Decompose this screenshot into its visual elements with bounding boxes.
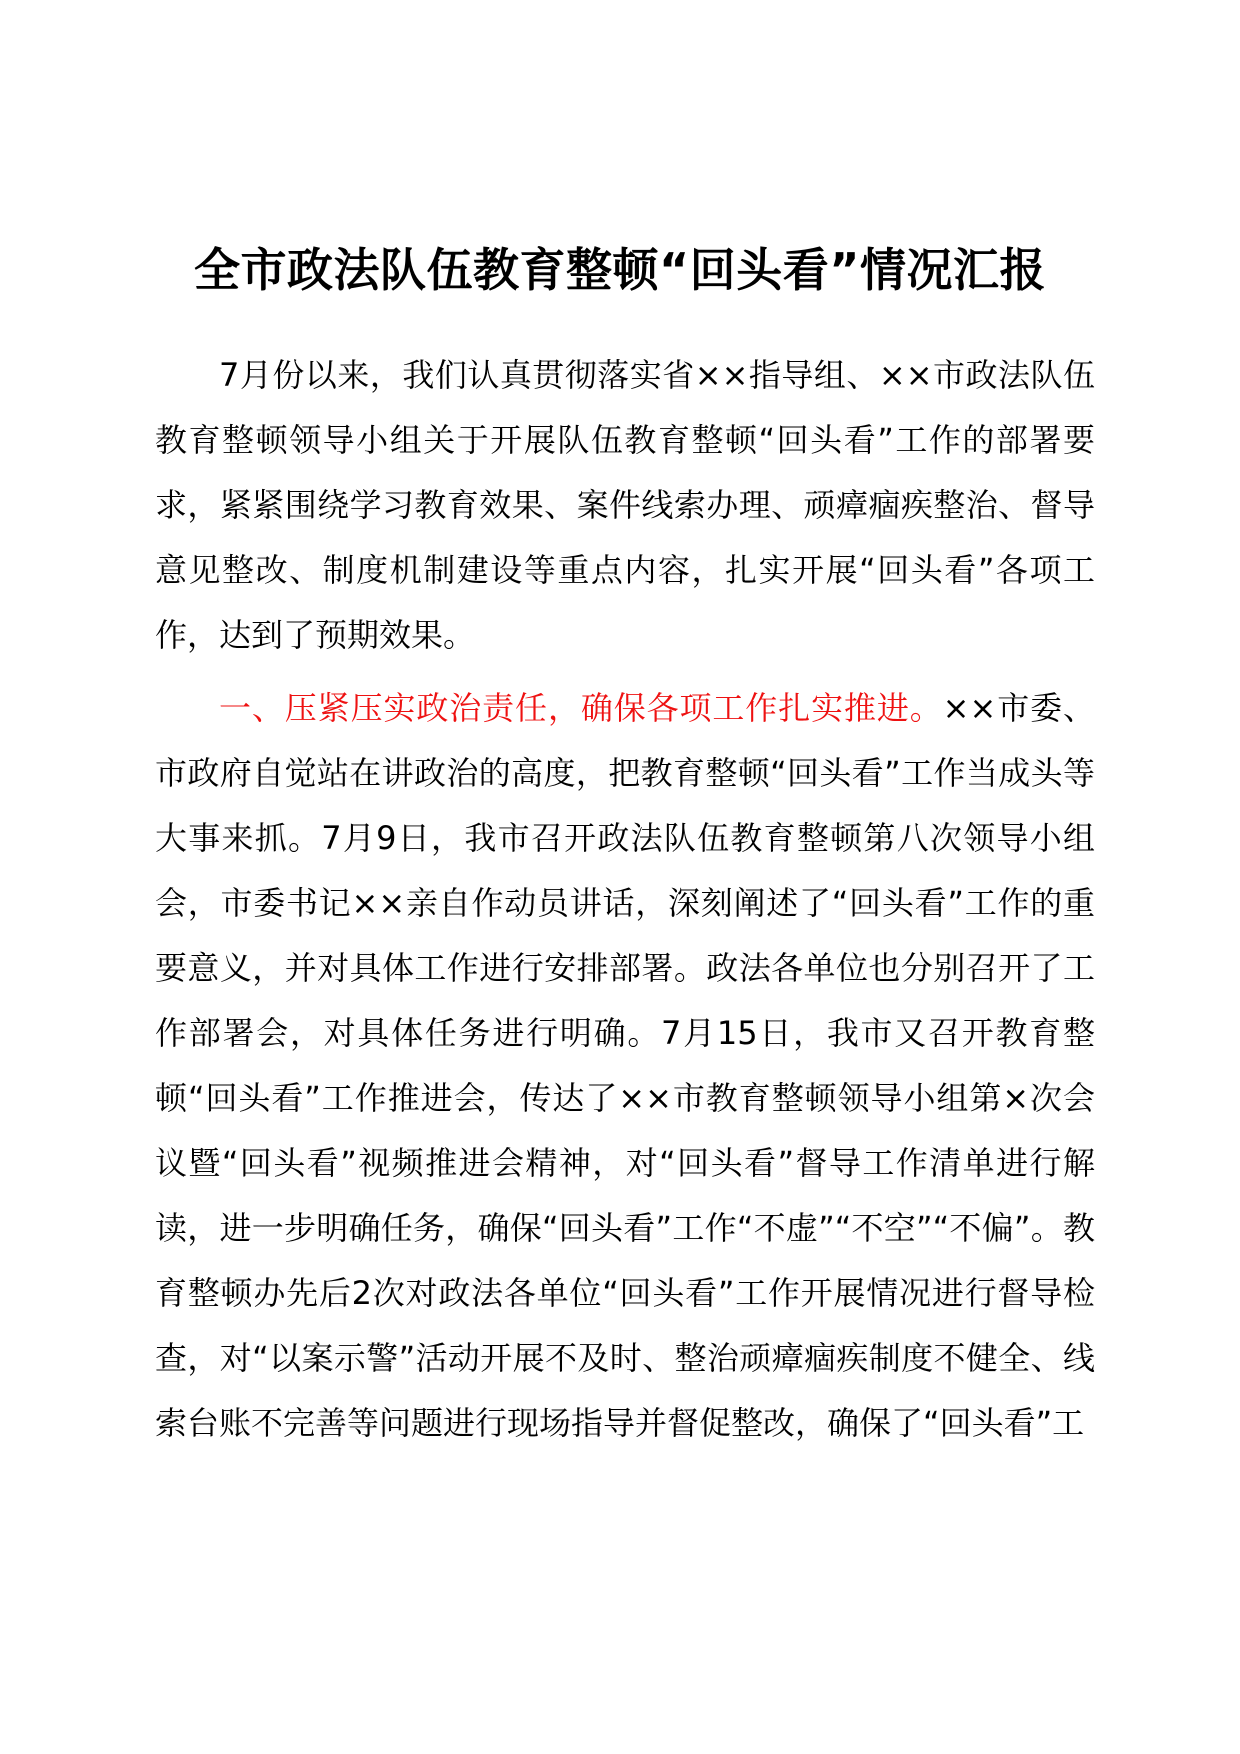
section-one-paragraph <box>155 676 1095 1456</box>
section-one-text: ××市委、市政府自觉站在讲政治的高度，把教育整顿“回头看”工作当成头等大事来抓。7月9日，我市召开政法队伍教育整顿第八次领导小组会，市委书记××亲自作动员讲话，深刻阐述了“回头看”工作的重要意义，并对具体工作进行安排部署。政法各单位也分别召开了工作部署会，对具体任务进行明确。7月15日，我市又召开教育整顿“回头看”工作推进会，传达了××市教育整顿领导小组第×次会议暨“回头看”视频推进会精神，对“回头看”督导工作清单进行解读，进一步明确任务，确保“回头看”工作“不虚”“不空”“不偏”。教育整顿办先后2次对政法各单位“回头看”工作开展情况进行督导检查，对“以案示警”活动开展不及时、整治顽瘴痼疾制度不健全、线索台账不完善等问题进行现场指导并督促整改，确保了“回头看”工 <box>155 689 1095 1442</box>
document-body <box>155 343 1095 1456</box>
section-one-heading: 一、压紧压实政治责任，确保各项工作扎实推进。 <box>219 689 943 727</box>
document-title: 全市政法队伍教育整顿“回头看”情况汇报 <box>194 243 1046 297</box>
intro-paragraph <box>155 343 1095 668</box>
intro-paragraph-text: 7月份以来，我们认真贯彻落实省××指导组、××市政法队伍教育整顿领导小组关于开展队伍教育整顿“回头看”工作的部署要求，紧紧围绕学习教育效果、案件线索办理、顽瘴痼疾整治、督导意见整改、制度机制建设等重点内容，扎实开展“回头看”各项工作，达到了预期效果。 <box>155 356 1095 654</box>
